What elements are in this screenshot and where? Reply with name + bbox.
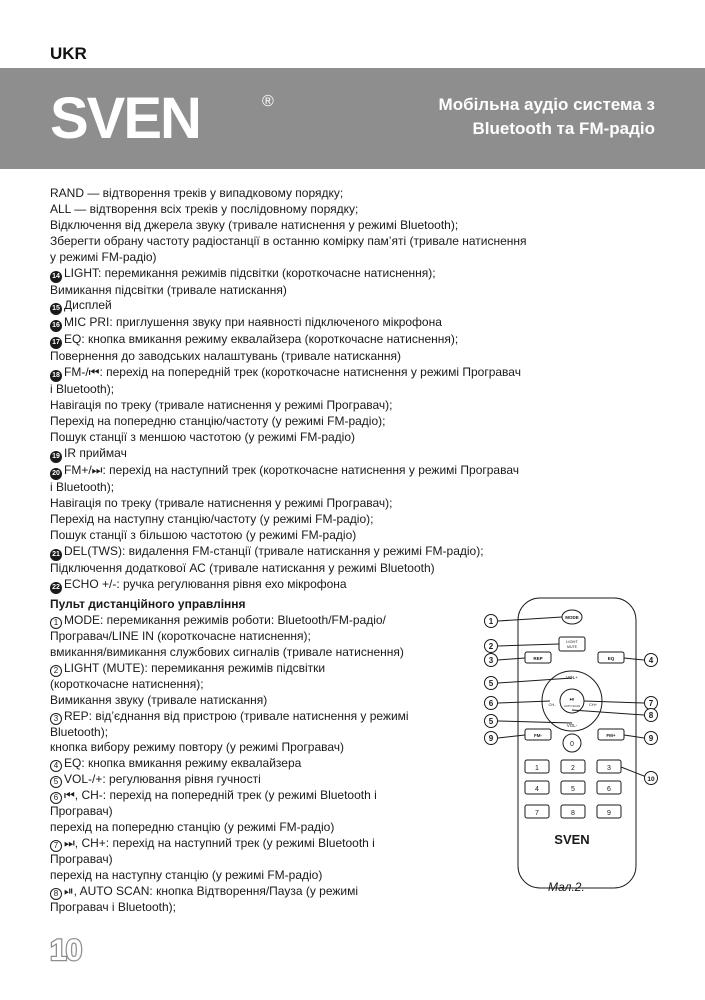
text-line bbox=[50, 528, 610, 544]
line-text: перехід на попередню станцію (у режимі FM-радіо) bbox=[50, 820, 335, 835]
body-text bbox=[50, 186, 610, 594]
line-text: вмикання/вимикання службових сигналів (тривале натиснення) bbox=[50, 644, 404, 659]
callout-number: 1 bbox=[488, 616, 494, 626]
line-text: Перехід на наступну станцію/частоту (у режимі FM-радіо); bbox=[50, 511, 374, 526]
line-text: кнопка вибору режиму повтору (у режимі Програвач) bbox=[50, 740, 345, 755]
vol-plus-label: VOL+ bbox=[566, 675, 578, 680]
digit-label-5: 5 bbox=[571, 786, 575, 793]
item-number-badge: 2 bbox=[50, 665, 62, 677]
callout-number: 7 bbox=[648, 698, 654, 708]
line-text: EQ: кнопка вмикання режиму еквалайзера (короткочасне натиснення); bbox=[64, 332, 459, 347]
text-line bbox=[50, 186, 610, 202]
text-line bbox=[50, 709, 470, 725]
text-line bbox=[50, 349, 610, 365]
ch-plus-label: CH+ bbox=[588, 702, 598, 707]
text-line bbox=[50, 544, 610, 561]
text-line bbox=[50, 577, 610, 594]
remote-control-section bbox=[50, 597, 470, 916]
callout-number: 9 bbox=[488, 733, 494, 743]
remote-control-figure bbox=[478, 592, 668, 912]
line-text: Програвач/LINE IN (короткочасне натиснення); bbox=[50, 628, 311, 643]
item-number-badge: 14 bbox=[50, 271, 62, 283]
item-number-badge: 7 bbox=[50, 840, 62, 852]
text-line bbox=[50, 283, 610, 299]
text-line bbox=[50, 804, 470, 820]
digit-label-7: 7 bbox=[535, 810, 539, 817]
line-text: FM-/⏮: перехід на попередній трек (короткочасне натиснення у режимі Програвач bbox=[64, 365, 521, 380]
item-number-badge: 4 bbox=[50, 760, 62, 772]
text-line bbox=[50, 512, 610, 528]
line-text: DEL(TWS): видалення FM-станції (тривале натискання у режимі FM-радіо); bbox=[64, 543, 484, 558]
text-line bbox=[50, 613, 470, 629]
fm-plus-label: FM+ bbox=[606, 733, 616, 738]
item-number-badge: 22 bbox=[50, 582, 62, 594]
item-number-badge: 20 bbox=[50, 468, 62, 480]
auto-scan-label: AUTO SCAN bbox=[563, 704, 581, 708]
line-text: Підключення додаткової АС (тривале натискання у режимі Bluetooth) bbox=[50, 560, 435, 575]
sven-logo bbox=[50, 88, 280, 148]
callout-number: 3 bbox=[488, 655, 494, 665]
line-text: Bluetooth); bbox=[50, 724, 109, 739]
line-text: Дисплей bbox=[64, 298, 112, 313]
line-text: Програвач) bbox=[50, 804, 113, 819]
line-text: Повернення до заводських налаштувань (тривале натискання) bbox=[50, 349, 401, 364]
product-title-line-2: Bluetooth та FM-радіо bbox=[472, 119, 655, 138]
text-line bbox=[50, 740, 470, 756]
line-text: VOL-/+: регулювання рівня гучності bbox=[64, 772, 261, 787]
text-line bbox=[50, 820, 470, 836]
page-number: 10 bbox=[50, 934, 82, 967]
text-line bbox=[50, 332, 610, 349]
line-text: Програвач) bbox=[50, 852, 113, 867]
logo-wordmark: SVEN bbox=[50, 88, 200, 148]
line-text: ⏮, CH-: перехід на попередній трек (у режимі Bluetooth і bbox=[64, 788, 377, 803]
text-line bbox=[50, 480, 610, 496]
text-line bbox=[50, 900, 470, 916]
text-line bbox=[50, 250, 610, 266]
line-text: Пошук станції з меншою частотою (у режимі FM-радіо) bbox=[50, 430, 355, 445]
figure-caption: Мал.2. bbox=[548, 880, 585, 894]
line-text: EQ: кнопка вмикання режиму еквалайзера bbox=[64, 756, 302, 771]
rep-label: REP bbox=[533, 656, 543, 661]
line-text: ECHO +/-: ручка регулювання рівня ехо мікрофона bbox=[64, 576, 347, 591]
vol-minus-label: VOL- bbox=[566, 723, 578, 728]
text-line bbox=[50, 382, 610, 398]
language-code: UKR bbox=[50, 44, 87, 63]
play-label: ⏯ bbox=[569, 697, 575, 703]
text-line bbox=[50, 315, 610, 332]
item-number-badge: 8 bbox=[50, 888, 62, 900]
line-text: Перехід на попередню станцію/частоту (у режимі FM-радіо); bbox=[50, 414, 386, 429]
text-line bbox=[50, 629, 470, 645]
text-line bbox=[50, 202, 610, 218]
text-line bbox=[50, 463, 610, 480]
digit-label-8: 8 bbox=[571, 810, 575, 817]
line-text: LIGHT: перемикання режимів підсвітки (короткочасне натиснення); bbox=[64, 265, 436, 280]
digit-label-3: 3 bbox=[607, 765, 611, 772]
text-line bbox=[50, 645, 470, 661]
item-number-badge: 1 bbox=[50, 617, 62, 629]
digit-label-2: 2 bbox=[571, 765, 575, 772]
line-text: (короткочасне натиснення); bbox=[50, 676, 204, 691]
callout-number: 5 bbox=[488, 678, 494, 688]
callout-number: 9 bbox=[648, 733, 654, 743]
line-text: ⏯, AUTO SCAN: кнопка Відтворення/Пауза (у режимі bbox=[64, 883, 359, 898]
line-text: Програвач і Bluetooth); bbox=[50, 899, 176, 914]
text-line bbox=[50, 561, 610, 577]
line-text: REP: від’єднання від пристрою (тривале натиснення у режимі bbox=[64, 708, 409, 723]
text-line bbox=[50, 430, 610, 446]
text-line bbox=[50, 836, 470, 852]
line-text: Пошук станції з більшою частотою (у режимі FM-радіо) bbox=[50, 527, 357, 542]
zero-label: 0 bbox=[570, 741, 574, 748]
item-number-badge: 3 bbox=[50, 713, 62, 725]
line-text: Навігація по треку (тривале натиснення у режимі Програвач); bbox=[50, 398, 393, 413]
mute-label: MUTE bbox=[567, 645, 577, 649]
text-line bbox=[50, 661, 470, 677]
item-number-badge: 16 bbox=[50, 320, 62, 332]
line-text: і Bluetooth); bbox=[50, 382, 115, 397]
line-text: MODE: перемикання режимів роботи: Bluetooth/FM-радіо/ bbox=[64, 612, 386, 627]
remote-section-title: Пульт дистанційного управління bbox=[50, 597, 246, 611]
registered-mark: ® bbox=[262, 93, 274, 110]
fm-minus-label: FM- bbox=[534, 733, 542, 738]
text-line bbox=[50, 234, 610, 250]
callout-number: 2 bbox=[488, 641, 494, 651]
remote-brand-logo: SVEN bbox=[554, 832, 590, 847]
line-text: RAND — відтворення треків у випадковому порядку; bbox=[50, 186, 344, 200]
line-text: перехід на наступну станцію (у режимі FM-радіо) bbox=[50, 868, 323, 883]
text-line bbox=[50, 446, 610, 463]
callout-number: 5 bbox=[488, 716, 494, 726]
item-number-badge: 18 bbox=[50, 370, 62, 382]
text-line bbox=[50, 414, 610, 430]
callout-number: 10 bbox=[647, 775, 655, 783]
text-line bbox=[50, 884, 470, 900]
text-line bbox=[50, 496, 610, 512]
header-banner bbox=[0, 68, 705, 169]
line-text: IR приймач bbox=[64, 445, 127, 460]
text-line bbox=[50, 298, 610, 315]
text-line bbox=[50, 725, 470, 741]
text-line bbox=[50, 788, 470, 804]
light-label: LIGHT bbox=[566, 639, 578, 644]
line-text: Навігація по треку (тривале натиснення у режимі Програвач); bbox=[50, 495, 393, 510]
line-text: Вимикання звуку (тривале натискання) bbox=[50, 692, 268, 707]
item-number-badge: 15 bbox=[50, 303, 62, 315]
text-line bbox=[50, 693, 470, 709]
text-line bbox=[50, 365, 610, 382]
item-number-badge: 5 bbox=[50, 776, 62, 788]
digit-label-1: 1 bbox=[535, 765, 539, 772]
item-number-badge: 6 bbox=[50, 792, 62, 804]
line-text: ⏭, CH+: перехід на наступний трек (у режимі Bluetooth і bbox=[64, 836, 375, 851]
item-number-badge: 17 bbox=[50, 337, 62, 349]
text-line bbox=[50, 677, 470, 693]
item-number-badge: 21 bbox=[50, 549, 62, 561]
line-text: Зберегти обрану частоту радіостанції в останню комірку пам’яті (тривале натиснення bbox=[50, 233, 527, 248]
text-line bbox=[50, 266, 610, 283]
item-number-badge: 19 bbox=[50, 451, 62, 463]
line-text: FM+/⏭: перехід на наступний трек (короткочасне натиснення у режимі Програвач bbox=[64, 462, 519, 477]
mode-label: MODE bbox=[565, 615, 579, 620]
text-line bbox=[50, 398, 610, 414]
digit-label-9: 9 bbox=[607, 810, 611, 817]
digit-label-4: 4 bbox=[535, 786, 539, 793]
callout-number: 6 bbox=[488, 698, 494, 708]
line-text: і Bluetooth); bbox=[50, 479, 115, 494]
digit-label-6: 6 bbox=[607, 786, 611, 793]
line-text: Відключення від джерела звуку (тривале натиснення у режимі Bluetooth); bbox=[50, 217, 459, 232]
line-text: ALL — відтворення всіх треків у послідовному порядку; bbox=[50, 201, 359, 216]
remote-description-lines bbox=[50, 613, 470, 916]
line-text: Вимикання підсвітки (тривале натискання) bbox=[50, 282, 287, 297]
ch-minus-label: CH- bbox=[548, 702, 556, 707]
text-line bbox=[50, 756, 470, 772]
product-title-line-1: Мобільна аудіо система з bbox=[438, 95, 655, 114]
text-line bbox=[50, 772, 470, 788]
line-text: MIC PRI: приглушення звуку при наявності підключеного мікрофона bbox=[64, 315, 442, 330]
text-line bbox=[50, 218, 610, 234]
product-title bbox=[439, 93, 655, 141]
eq-label: EQ bbox=[607, 656, 615, 661]
line-text: LIGHT (MUTE): перемикання режимів підсвітки bbox=[64, 660, 326, 675]
text-line bbox=[50, 852, 470, 868]
text-line bbox=[50, 868, 470, 884]
callout-number: 8 bbox=[648, 710, 654, 720]
callout-number: 4 bbox=[648, 655, 654, 665]
line-text: у режимі FM-радіо) bbox=[50, 249, 157, 264]
